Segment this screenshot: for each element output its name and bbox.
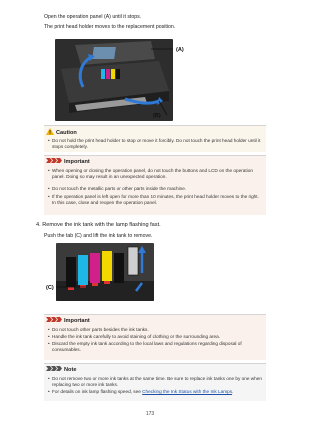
caution-box <box>44 125 266 152</box>
page-number: 173 <box>145 411 155 417</box>
important-icon <box>46 317 62 324</box>
intro-line-1: Open the operation panel (A) until it stops. <box>44 14 142 20</box>
important-icon <box>46 158 62 165</box>
important-2-item: • Discard the empty ink tank according to the local laws and regulations regarding disposal of consumables. <box>52 341 264 353</box>
important-heading-2 <box>46 317 90 324</box>
warning-icon <box>46 128 54 137</box>
printer-illustration-svg <box>55 39 173 121</box>
intro-line-2: The print head holder moves to the replacement position. <box>44 24 176 30</box>
important-heading-1 <box>46 158 90 165</box>
printer-operation-panel-illustration <box>55 39 173 121</box>
important-1-item: • If the operation panel is left open for more than 10 minutes, the print head holder moves to the right. In this case, close and reopen the operation panel. <box>52 194 264 206</box>
important-box-2 <box>44 314 266 360</box>
ink-tanks-svg <box>56 243 154 301</box>
note-box <box>44 363 266 401</box>
important-2-item: • Do not touch other parts besides the ink tanks. <box>52 327 264 333</box>
important-1-item: • When opening or closing the operation panel, do not touch the buttons and LCD on the operation panel. Doing so may result in an unexpected operation. <box>52 168 264 180</box>
note-link-suffix: . <box>232 389 234 394</box>
note-heading <box>46 366 76 373</box>
step-4-text: Push the tab (C) and lift the ink tank to remove. <box>44 233 153 239</box>
important-box-1 <box>44 155 266 215</box>
callout-a: (A) <box>176 47 184 53</box>
important-title-1: Important <box>64 158 90 165</box>
caution-title: Caution <box>56 129 77 136</box>
important-1-item: • Do not touch the metallic parts or other parts inside the machine. <box>52 186 264 192</box>
note-title: Note <box>64 366 77 373</box>
important-2-item: • Handle the ink tank carefully to avoid staining of clothing or the surrounding area. <box>52 334 264 340</box>
step-4-heading: 4. Remove the ink tank with the lamp flashing fast. <box>36 222 161 228</box>
ink-lamp-status-link[interactable]: Checking the Ink Status with the Ink Lamps <box>142 389 233 394</box>
note-item-with-link <box>52 389 264 395</box>
caution-heading <box>46 128 77 137</box>
callout-b: (B) <box>153 113 161 119</box>
note-item-text: For details on ink lamp flashing speed, see <box>52 389 141 394</box>
important-title-2: Important <box>64 317 90 324</box>
callout-c: (C) <box>46 285 54 291</box>
note-icon <box>46 366 62 373</box>
caution-item: • Do not hold the print head holder to stop or move it forcibly. Do not touch the print head holder until it stops completely. <box>52 138 264 150</box>
ink-tank-removal-illustration <box>56 243 154 301</box>
note-item: • Do not remove two or more ink tanks at the same time. Be sure to replace ink tanks one by one when replacing two or more ink tanks. <box>52 376 264 388</box>
